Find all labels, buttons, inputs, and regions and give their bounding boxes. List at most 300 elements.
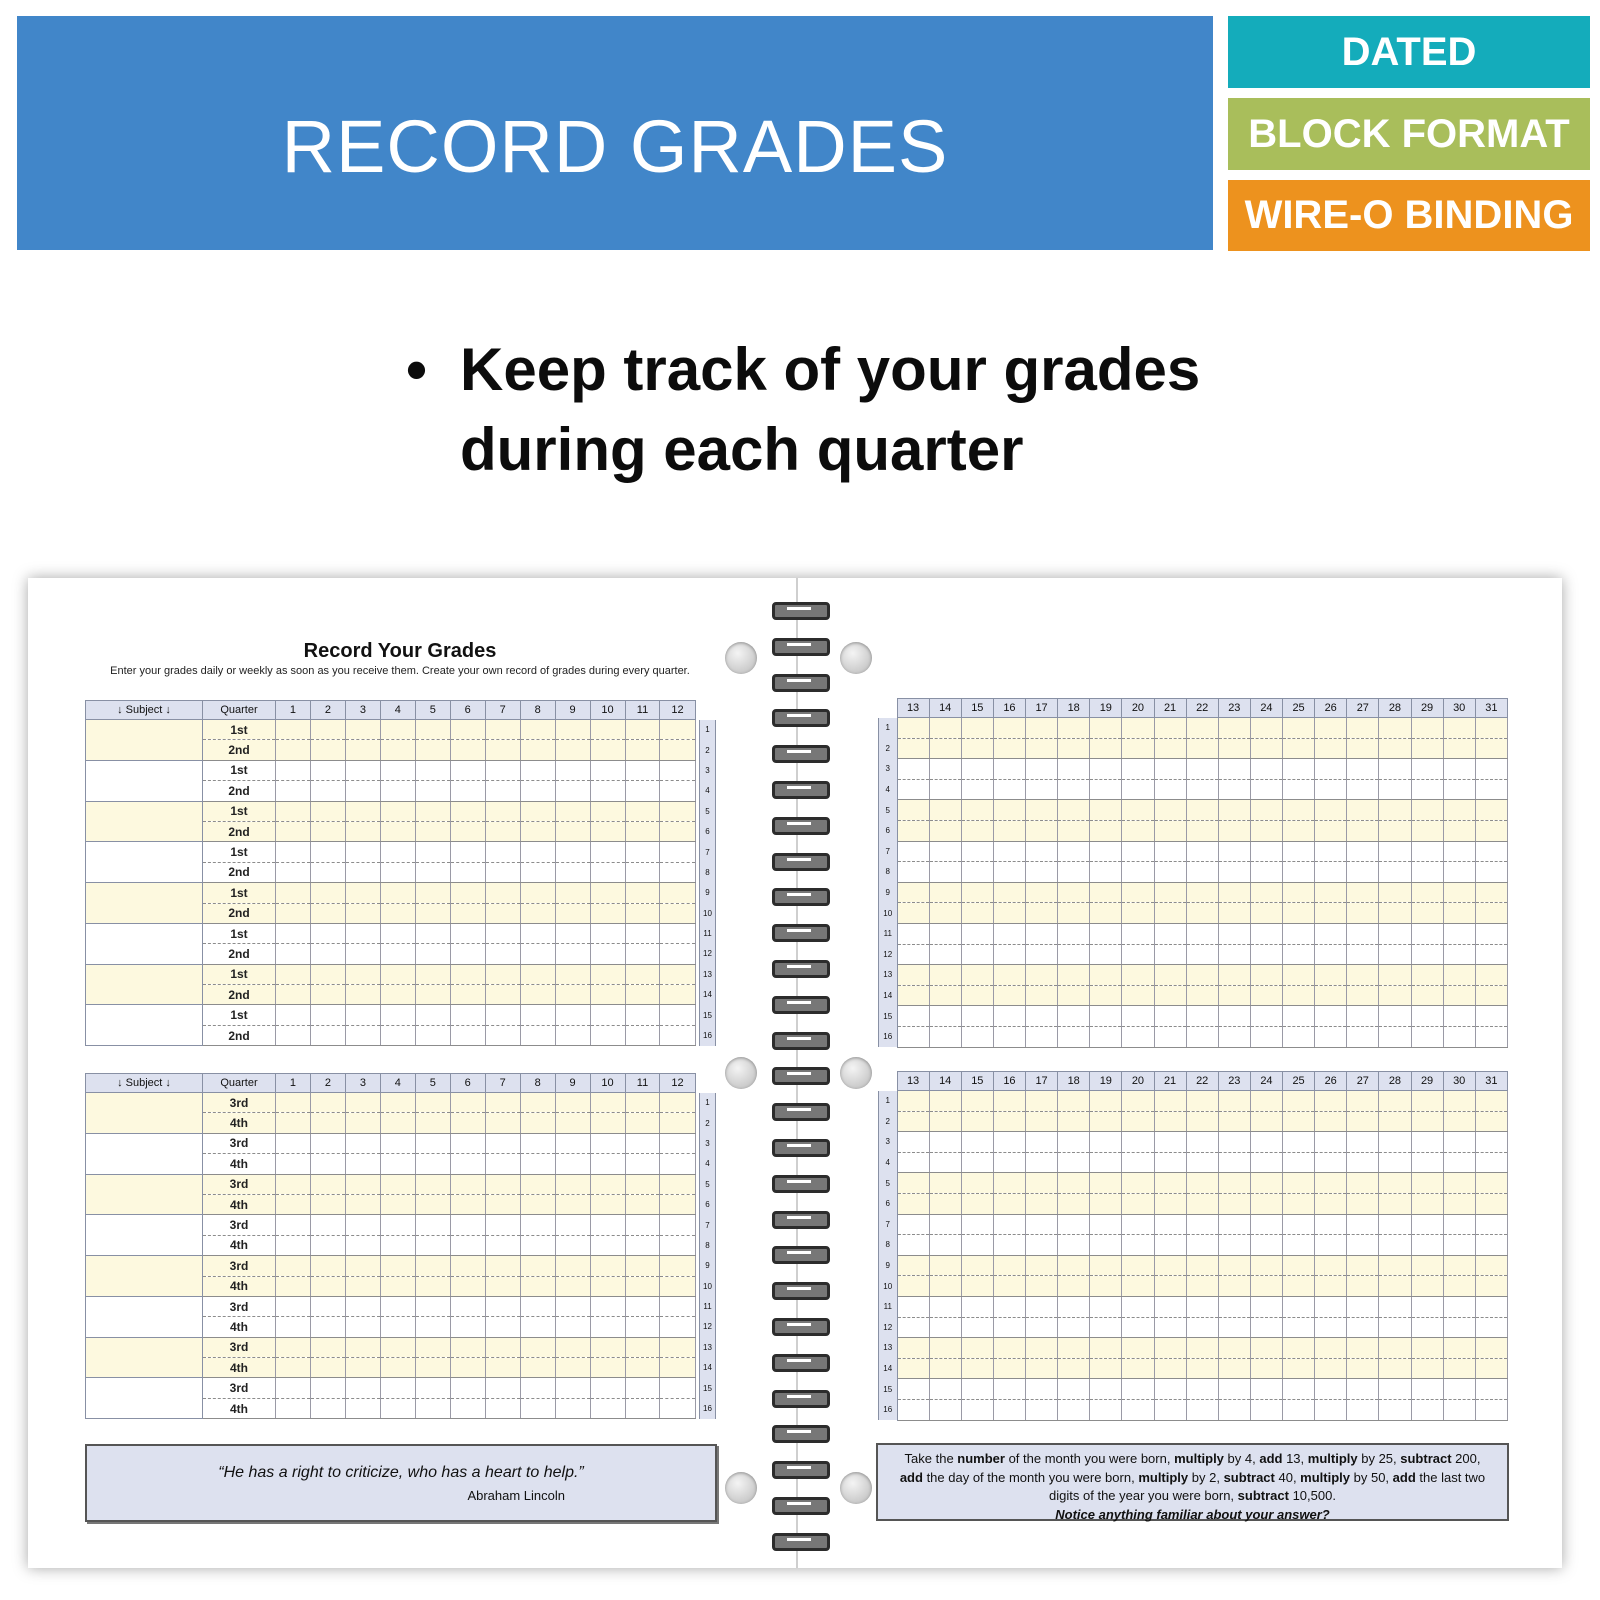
grade-cell[interactable] [1283,1214,1315,1235]
grade-cell[interactable] [1443,944,1475,965]
grade-cell[interactable] [276,944,311,964]
grade-cell[interactable] [1475,903,1507,924]
grade-cell[interactable] [1347,1006,1379,1027]
grade-cell[interactable] [1058,1132,1090,1153]
grade-cell[interactable] [1283,738,1315,759]
grade-cell[interactable] [276,883,311,903]
grade-cell[interactable] [485,781,520,801]
grade-cell[interactable] [276,1174,311,1194]
grade-cell[interactable] [1090,944,1122,965]
grade-cell[interactable] [1475,718,1507,739]
grade-cell[interactable] [1379,800,1411,821]
grade-cell[interactable] [590,1113,625,1133]
grade-cell[interactable] [1443,862,1475,883]
grade-cell[interactable] [660,1113,695,1133]
grade-cell[interactable] [1122,923,1154,944]
grade-cell[interactable] [380,720,415,740]
grade-cell[interactable] [345,1296,380,1316]
grade-cell[interactable] [1122,1214,1154,1235]
grade-cell[interactable] [345,1215,380,1235]
grade-cell[interactable] [1090,1235,1122,1256]
grade-cell[interactable] [625,760,660,780]
grade-cell[interactable] [1475,1091,1507,1112]
grade-cell[interactable] [1026,862,1058,883]
grade-cell[interactable] [1122,862,1154,883]
grade-cell[interactable] [276,720,311,740]
grade-cell[interactable] [1090,923,1122,944]
grade-cell[interactable] [660,1398,695,1418]
grade-cell[interactable] [1250,1276,1282,1297]
grade-cell[interactable] [660,944,695,964]
grade-cell[interactable] [1186,1276,1218,1297]
grade-cell[interactable] [1154,759,1186,780]
grade-cell[interactable] [1443,1173,1475,1194]
grade-cell[interactable] [555,1194,590,1214]
grade-cell[interactable] [1186,800,1218,821]
grade-cell[interactable] [660,1296,695,1316]
grade-cell[interactable] [380,1093,415,1113]
grade-cell[interactable] [1058,1235,1090,1256]
grade-cell[interactable] [961,1379,993,1400]
grade-cell[interactable] [1443,1111,1475,1132]
grade-cell[interactable] [1347,800,1379,821]
grade-cell[interactable] [380,740,415,760]
grade-cell[interactable] [555,1276,590,1296]
grade-cell[interactable] [1443,1276,1475,1297]
grade-cell[interactable] [1411,1132,1443,1153]
grade-cell[interactable] [1154,1026,1186,1047]
grade-cell[interactable] [485,985,520,1005]
grade-cell[interactable] [415,1317,450,1337]
grade-cell[interactable] [1218,985,1250,1006]
grade-cell[interactable] [276,1256,311,1276]
grade-cell[interactable] [1283,1132,1315,1153]
grade-cell[interactable] [590,1378,625,1398]
grade-cell[interactable] [1218,718,1250,739]
grade-cell[interactable] [929,985,961,1006]
grade-cell[interactable] [1347,1296,1379,1317]
grade-cell[interactable] [555,903,590,923]
grade-cell[interactable] [1026,1152,1058,1173]
grade-cell[interactable] [485,720,520,740]
grade-cell[interactable] [415,1337,450,1357]
grade-cell[interactable] [1122,1235,1154,1256]
grade-cell[interactable] [993,738,1025,759]
grade-cell[interactable] [897,738,929,759]
grade-cell[interactable] [1283,1173,1315,1194]
grade-cell[interactable] [380,1256,415,1276]
grade-cell[interactable] [1315,738,1347,759]
grade-cell[interactable] [897,841,929,862]
grade-cell[interactable] [415,1215,450,1235]
grade-cell[interactable] [1283,1358,1315,1379]
grade-cell[interactable] [1218,1358,1250,1379]
grade-cell[interactable] [1315,1091,1347,1112]
grade-cell[interactable] [1315,718,1347,739]
grade-cell[interactable] [1250,1317,1282,1338]
grade-cell[interactable] [1379,1338,1411,1359]
grade-cell[interactable] [625,883,660,903]
grade-cell[interactable] [345,1154,380,1174]
grade-cell[interactable] [1058,759,1090,780]
grade-cell[interactable] [415,985,450,1005]
grade-cell[interactable] [993,862,1025,883]
grade-cell[interactable] [1026,1379,1058,1400]
grade-cell[interactable] [625,842,660,862]
grade-cell[interactable] [1250,1255,1282,1276]
grade-cell[interactable] [1186,965,1218,986]
grade-cell[interactable] [1026,820,1058,841]
grade-cell[interactable] [1154,944,1186,965]
grade-cell[interactable] [1026,841,1058,862]
grade-cell[interactable] [961,862,993,883]
grade-cell[interactable] [660,781,695,801]
grade-cell[interactable] [485,1005,520,1025]
grade-cell[interactable] [555,985,590,1005]
grade-cell[interactable] [1347,1276,1379,1297]
grade-cell[interactable] [520,740,555,760]
grade-cell[interactable] [450,842,485,862]
grade-cell[interactable] [929,862,961,883]
grade-cell[interactable] [660,842,695,862]
grade-cell[interactable] [897,882,929,903]
grade-cell[interactable] [590,720,625,740]
grade-cell[interactable] [310,1154,345,1174]
grade-cell[interactable] [961,1193,993,1214]
grade-cell[interactable] [276,1194,311,1214]
grade-cell[interactable] [1122,1193,1154,1214]
grade-cell[interactable] [450,1317,485,1337]
grade-cell[interactable] [1090,800,1122,821]
grade-cell[interactable] [1186,1214,1218,1235]
grade-cell[interactable] [993,944,1025,965]
grade-cell[interactable] [555,821,590,841]
grade-cell[interactable] [897,1276,929,1297]
grade-cell[interactable] [929,759,961,780]
grade-cell[interactable] [276,1154,311,1174]
grade-cell[interactable] [1315,965,1347,986]
grade-cell[interactable] [961,1317,993,1338]
grade-cell[interactable] [897,1296,929,1317]
grade-cell[interactable] [450,923,485,943]
grade-cell[interactable] [485,903,520,923]
grade-cell[interactable] [660,740,695,760]
grade-cell[interactable] [625,1025,660,1045]
grade-cell[interactable] [1090,1091,1122,1112]
grade-cell[interactable] [415,1093,450,1113]
grade-cell[interactable] [520,1174,555,1194]
grade-cell[interactable] [590,1235,625,1255]
grade-cell[interactable] [1411,1214,1443,1235]
grade-cell[interactable] [1315,944,1347,965]
grade-cell[interactable] [590,1005,625,1025]
grade-cell[interactable] [1154,1152,1186,1173]
grade-cell[interactable] [1026,903,1058,924]
subject-cell[interactable] [86,720,203,761]
grade-cell[interactable] [660,1025,695,1045]
grade-cell[interactable] [380,903,415,923]
grade-cell[interactable] [520,985,555,1005]
grade-cell[interactable] [1122,1399,1154,1420]
grade-cell[interactable] [380,821,415,841]
grade-cell[interactable] [961,985,993,1006]
grade-cell[interactable] [555,1025,590,1045]
grade-cell[interactable] [1411,1358,1443,1379]
grade-cell[interactable] [1058,903,1090,924]
grade-cell[interactable] [485,1378,520,1398]
grade-cell[interactable] [1026,759,1058,780]
grade-cell[interactable] [1283,820,1315,841]
grade-cell[interactable] [590,1174,625,1194]
grade-cell[interactable] [1379,1235,1411,1256]
grade-cell[interactable] [1379,1152,1411,1173]
grade-cell[interactable] [590,1194,625,1214]
grade-cell[interactable] [520,1154,555,1174]
grade-cell[interactable] [625,1398,660,1418]
grade-cell[interactable] [380,842,415,862]
grade-cell[interactable] [1347,841,1379,862]
grade-cell[interactable] [450,1256,485,1276]
grade-cell[interactable] [1026,882,1058,903]
grade-cell[interactable] [1379,718,1411,739]
grade-cell[interactable] [1090,1214,1122,1235]
grade-cell[interactable] [1475,841,1507,862]
grade-cell[interactable] [520,1133,555,1153]
grade-cell[interactable] [1347,1132,1379,1153]
grade-cell[interactable] [590,801,625,821]
grade-cell[interactable] [897,1111,929,1132]
grade-cell[interactable] [1443,841,1475,862]
grade-cell[interactable] [1186,779,1218,800]
grade-cell[interactable] [590,883,625,903]
grade-cell[interactable] [450,964,485,984]
grade-cell[interactable] [929,779,961,800]
grade-cell[interactable] [1411,1317,1443,1338]
grade-cell[interactable] [1154,779,1186,800]
grade-cell[interactable] [625,1113,660,1133]
grade-cell[interactable] [520,842,555,862]
grade-cell[interactable] [1218,1399,1250,1420]
grade-cell[interactable] [1122,1358,1154,1379]
grade-cell[interactable] [993,923,1025,944]
grade-cell[interactable] [961,800,993,821]
grade-cell[interactable] [1218,779,1250,800]
grade-cell[interactable] [1026,1173,1058,1194]
grade-cell[interactable] [1315,1296,1347,1317]
grade-cell[interactable] [1250,1235,1282,1256]
grade-cell[interactable] [1347,718,1379,739]
grade-cell[interactable] [276,781,311,801]
grade-cell[interactable] [1379,944,1411,965]
grade-cell[interactable] [961,1091,993,1112]
grade-cell[interactable] [415,1154,450,1174]
grade-cell[interactable] [1315,800,1347,821]
grade-cell[interactable] [1186,923,1218,944]
grade-cell[interactable] [660,923,695,943]
grade-cell[interactable] [1122,1132,1154,1153]
grade-cell[interactable] [1283,965,1315,986]
grade-cell[interactable] [1090,738,1122,759]
grade-cell[interactable] [590,964,625,984]
grade-cell[interactable] [310,740,345,760]
grade-cell[interactable] [1315,1132,1347,1153]
subject-cell[interactable] [86,1174,203,1215]
grade-cell[interactable] [993,903,1025,924]
grade-cell[interactable] [345,842,380,862]
grade-cell[interactable] [380,964,415,984]
grade-cell[interactable] [1218,965,1250,986]
grade-cell[interactable] [961,903,993,924]
grade-cell[interactable] [1186,1235,1218,1256]
grade-cell[interactable] [520,1256,555,1276]
grade-cell[interactable] [276,1337,311,1357]
grade-cell[interactable] [897,1338,929,1359]
grade-cell[interactable] [1283,1235,1315,1256]
grade-cell[interactable] [993,800,1025,821]
grade-cell[interactable] [276,1398,311,1418]
grade-cell[interactable] [1122,1276,1154,1297]
grade-cell[interactable] [961,718,993,739]
subject-cell[interactable] [86,923,203,964]
grade-cell[interactable] [625,1215,660,1235]
grade-cell[interactable] [1475,1358,1507,1379]
grade-cell[interactable] [276,1133,311,1153]
grade-cell[interactable] [415,781,450,801]
grade-cell[interactable] [1090,1173,1122,1194]
grade-cell[interactable] [1026,965,1058,986]
grade-cell[interactable] [1090,1193,1122,1214]
grade-cell[interactable] [1315,1173,1347,1194]
grade-cell[interactable] [1283,1193,1315,1214]
grade-cell[interactable] [1475,1255,1507,1276]
grade-cell[interactable] [1058,1152,1090,1173]
grade-cell[interactable] [555,1215,590,1235]
grade-cell[interactable] [310,760,345,780]
grade-cell[interactable] [993,1399,1025,1420]
grade-cell[interactable] [555,720,590,740]
grade-cell[interactable] [555,1378,590,1398]
grade-cell[interactable] [1026,738,1058,759]
grade-cell[interactable] [310,1398,345,1418]
grade-cell[interactable] [1058,841,1090,862]
grade-cell[interactable] [485,1174,520,1194]
grade-cell[interactable] [310,923,345,943]
grade-cell[interactable] [1250,1091,1282,1112]
grade-cell[interactable] [625,1317,660,1337]
grade-cell[interactable] [1411,923,1443,944]
grade-cell[interactable] [625,1378,660,1398]
grade-cell[interactable] [1218,923,1250,944]
grade-cell[interactable] [1443,903,1475,924]
grade-cell[interactable] [450,1025,485,1045]
grade-cell[interactable] [555,862,590,882]
grade-cell[interactable] [450,1133,485,1153]
grade-cell[interactable] [1090,882,1122,903]
grade-cell[interactable] [1475,1214,1507,1235]
grade-cell[interactable] [625,985,660,1005]
grade-cell[interactable] [1186,1399,1218,1420]
grade-cell[interactable] [1122,882,1154,903]
grade-cell[interactable] [1186,759,1218,780]
grade-cell[interactable] [415,883,450,903]
grade-cell[interactable] [929,1006,961,1027]
grade-cell[interactable] [1315,985,1347,1006]
grade-cell[interactable] [450,1174,485,1194]
grade-cell[interactable] [1186,944,1218,965]
grade-cell[interactable] [1154,1358,1186,1379]
grade-cell[interactable] [590,944,625,964]
grade-cell[interactable] [1058,944,1090,965]
grade-cell[interactable] [485,923,520,943]
grade-cell[interactable] [310,985,345,1005]
grade-cell[interactable] [1218,1317,1250,1338]
grade-cell[interactable] [660,964,695,984]
grade-cell[interactable] [1411,779,1443,800]
grade-cell[interactable] [993,841,1025,862]
grade-cell[interactable] [380,801,415,821]
grade-cell[interactable] [380,1358,415,1378]
grade-cell[interactable] [1058,1358,1090,1379]
grade-cell[interactable] [1154,1193,1186,1214]
grade-cell[interactable] [1154,1006,1186,1027]
grade-cell[interactable] [1154,738,1186,759]
grade-cell[interactable] [929,1173,961,1194]
grade-cell[interactable] [520,1378,555,1398]
grade-cell[interactable] [276,1317,311,1337]
grade-cell[interactable] [929,1193,961,1214]
grade-cell[interactable] [1475,1235,1507,1256]
grade-cell[interactable] [1090,820,1122,841]
grade-cell[interactable] [1090,1317,1122,1338]
grade-cell[interactable] [450,883,485,903]
grade-cell[interactable] [1250,759,1282,780]
grade-cell[interactable] [1154,1214,1186,1235]
grade-cell[interactable] [1443,882,1475,903]
grade-cell[interactable] [1347,1317,1379,1338]
grade-cell[interactable] [415,1174,450,1194]
subject-cell[interactable] [86,883,203,924]
grade-cell[interactable] [897,1214,929,1235]
grade-cell[interactable] [1250,1173,1282,1194]
grade-cell[interactable] [897,1152,929,1173]
grade-cell[interactable] [625,1174,660,1194]
grade-cell[interactable] [520,1276,555,1296]
grade-cell[interactable] [1218,1338,1250,1359]
grade-cell[interactable] [660,1154,695,1174]
grade-cell[interactable] [993,1111,1025,1132]
grade-cell[interactable] [1090,1026,1122,1047]
grade-cell[interactable] [1090,965,1122,986]
grade-cell[interactable] [897,1132,929,1153]
grade-cell[interactable] [1347,1338,1379,1359]
grade-cell[interactable] [1058,738,1090,759]
grade-cell[interactable] [415,903,450,923]
grade-cell[interactable] [450,1398,485,1418]
grade-cell[interactable] [1250,1152,1282,1173]
grade-cell[interactable] [1283,1255,1315,1276]
grade-cell[interactable] [993,1173,1025,1194]
grade-cell[interactable] [625,964,660,984]
grade-cell[interactable] [1250,1214,1282,1235]
grade-cell[interactable] [276,760,311,780]
grade-cell[interactable] [555,1174,590,1194]
grade-cell[interactable] [1218,1173,1250,1194]
grade-cell[interactable] [961,923,993,944]
grade-cell[interactable] [380,944,415,964]
grade-cell[interactable] [1026,1193,1058,1214]
grade-cell[interactable] [897,944,929,965]
subject-cell[interactable] [86,1005,203,1046]
